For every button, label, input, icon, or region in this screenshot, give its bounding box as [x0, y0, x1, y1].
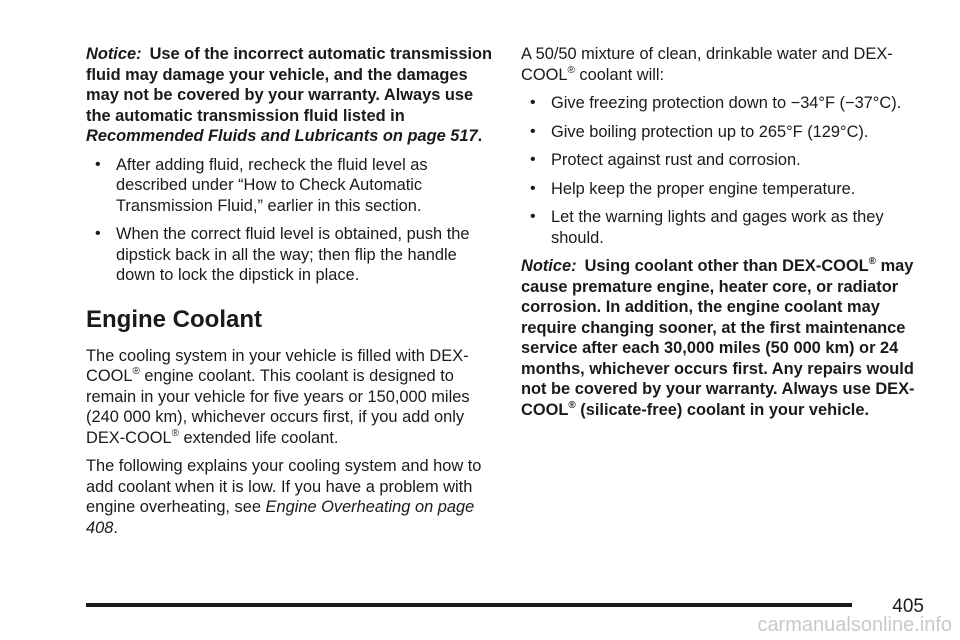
- para-end: .: [113, 518, 118, 537]
- list-item: [521, 179, 919, 200]
- notice-text: Using coolant other than DEX-COOL: [584, 257, 869, 275]
- bullet-icon: •: [530, 179, 536, 197]
- mixture-intro: [521, 44, 919, 85]
- watermark: carmanualsonline.info: [757, 614, 952, 636]
- notice-label: Notice:: [86, 45, 142, 63]
- notice-reference: Recommended Fluids and Lubricants on page 517: [86, 127, 478, 145]
- coolant-benefits-list: [521, 93, 919, 248]
- registered-mark: ®: [171, 427, 179, 439]
- list-item-text: Give boiling protection up to 265°F (129°C).: [551, 122, 869, 141]
- list-item: [521, 207, 919, 248]
- list-item-text: Give freezing protection down to −34°F (−37°C).: [551, 94, 902, 112]
- bullet-icon: •: [530, 94, 536, 111]
- overheating-reference: Engine Overheating on page 408: [86, 498, 475, 537]
- footer-rule: [86, 603, 852, 607]
- list-item: [521, 122, 919, 143]
- left-column: [86, 44, 494, 538]
- notice-coolant: [521, 256, 919, 420]
- bullet-icon: •: [95, 225, 101, 242]
- page-number: 405: [892, 596, 924, 617]
- para-text: extended life coolant.: [179, 428, 339, 447]
- list-item-text: After adding fluid, recheck the fluid level as described under “How to Check Automatic Transmission Fluid,” earlier in this section.: [116, 155, 428, 215]
- notice-end: .: [477, 127, 483, 145]
- list-item-text: Protect against rust and corrosion.: [551, 151, 801, 169]
- list-item: [86, 155, 494, 217]
- bullet-icon: •: [95, 155, 101, 173]
- registered-mark: ®: [567, 64, 575, 76]
- registered-mark: ®: [132, 366, 140, 377]
- registered-mark: ®: [568, 399, 576, 411]
- registered-mark: ®: [868, 256, 877, 267]
- right-column: [521, 44, 919, 420]
- bullet-icon: •: [530, 122, 536, 140]
- list-item-text: Help keep the proper engine temperature.: [551, 179, 856, 198]
- list-item-text: When the correct fluid level is obtained, push the dipstick back in all the way; then flip the handle down to lock the dipstick in place.: [116, 225, 470, 284]
- coolant-paragraph: [86, 346, 494, 449]
- list-item: [86, 224, 494, 286]
- para-text: A 50/50 mixture of clean, drinkable water and DEX-COOL: [521, 45, 893, 84]
- list-item: [521, 150, 919, 171]
- para-text: The cooling system in your vehicle is filled with DEX-COOL: [86, 346, 469, 385]
- notice-text: (silicate-free) coolant in your vehicle.: [575, 400, 870, 419]
- cooling-system-paragraph: [86, 456, 494, 538]
- notice-text: Use of the incorrect automatic transmission fluid may damage your vehicle, and the damages may not be covered by your warranty. Always use the automatic transmission fluid listed in: [86, 45, 493, 125]
- notice-text: may cause premature engine, heater core, or radiator corrosion. In addition, the engine coolant may require changing sooner, at the first maintenance service after each 30,000 miles (50 000 km) or 24 months, whichever occurs first. Any repairs would not be covered by your warranty. Always use DEX-COOL: [521, 257, 915, 419]
- notice-label: Notice:: [521, 257, 577, 275]
- bullet-icon: •: [530, 151, 536, 168]
- list-item-text: Let the warning lights and gages work as they should.: [551, 208, 884, 247]
- notice-transmission-fluid: [86, 44, 494, 147]
- section-heading: Engine Coolant: [86, 305, 262, 333]
- para-text: coolant will:: [574, 65, 665, 84]
- list-item: [521, 93, 919, 114]
- bullet-icon: •: [530, 208, 536, 225]
- transmission-bullet-list: [86, 155, 494, 286]
- para-text: The following explains your cooling system and how to add coolant when it is low. If you have a problem with engine overheating, see: [86, 457, 482, 516]
- para-text: engine coolant. This coolant is designed to remain in your vehicle for five years or 150,000 miles (240 000 km), whichever occurs first, if you add only DEX-COOL: [86, 367, 470, 447]
